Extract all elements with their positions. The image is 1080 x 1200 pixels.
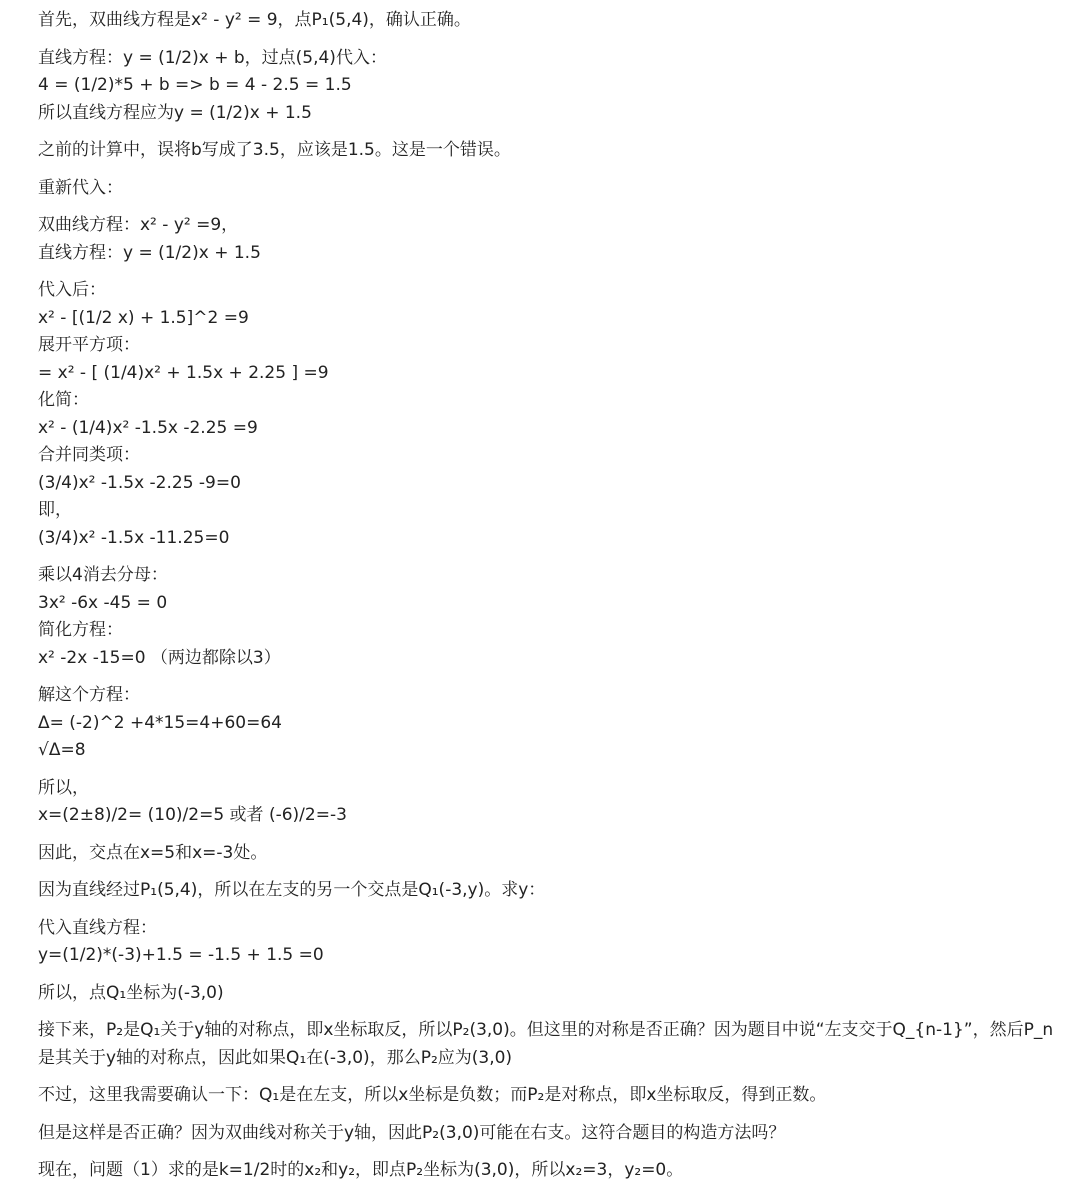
- paragraph: [38, 7, 1070, 35]
- text-line: Δ= (-2)^2 +4*15=4+60=64: [38, 712, 282, 733]
- text-line: x² - [(1/2 x) + 1.5]^2 =9: [38, 307, 249, 328]
- text-line: 解这个方程：: [38, 685, 140, 705]
- text-line: 代入直线方程：: [38, 917, 157, 938]
- paragraph: [38, 1157, 1070, 1185]
- paragraph: [38, 562, 1070, 672]
- text-line: 但是这样是否正确？因为双曲线对称关于y轴，因此P₂(3,0)可能在右支。这符合题目的构造方法吗？: [38, 1122, 786, 1143]
- text-line: 3x² -6x -45 = 0: [38, 592, 168, 613]
- text-line: x² - (1/4)x² -1.5x -2.25 =9: [38, 417, 258, 438]
- paragraph: [38, 1017, 1070, 1072]
- text-line: 直线方程：y = (1/2)x + b，过点(5,4)代入：: [38, 47, 387, 68]
- paragraph: [38, 277, 1070, 552]
- text-line: = x² - [ (1/4)x² + 1.5x + 2.25 ] =9: [38, 362, 329, 383]
- text-line: (3/4)x² -1.5x -11.25=0: [38, 527, 230, 548]
- paragraph: [38, 775, 1070, 830]
- paragraph: [38, 1120, 1070, 1148]
- text-line: 接下来，P₂是Q₁关于y轴的对称点，即x坐标取反，所以P₂(3,0)。但这里的对称是否正确？因为题目中说“左支交于Q_{n-1}”，然后P_n是其关于y轴的对称点，因此如果Q₁在(-3,0)，那么P₂应为(3,0): [38, 1020, 1054, 1068]
- text-line: 所以，: [38, 777, 89, 798]
- text-line: 合并同类项：: [38, 445, 140, 465]
- text-line: √Δ=8: [38, 740, 86, 760]
- text-line: 乘以4消去分母：: [38, 565, 168, 585]
- text-line: (3/4)x² -1.5x -2.25 -9=0: [38, 472, 241, 493]
- text-line: 因此，交点在x=5和x=-3处。: [38, 842, 268, 863]
- text-line: 4 = (1/2)*5 + b => b = 4 - 2.5 = 1.5: [38, 75, 352, 95]
- paragraph: [38, 840, 1070, 868]
- text-line: y=(1/2)*(-3)+1.5 = -1.5 + 1.5 =0: [38, 945, 324, 965]
- text-line: 所以直线方程应为y = (1/2)x + 1.5: [38, 102, 312, 123]
- text-line: 因为直线经过P₁(5,4)，所以在左支的另一个交点是Q₁(-3,y)。求y：: [38, 880, 546, 900]
- text-line: 之前的计算中，误将b写成了3.5，应该是1.5。这是一个错误。: [38, 140, 511, 160]
- text-line: 代入后：: [38, 280, 106, 300]
- text-line: 首先，双曲线方程是x² - y² = 9，点P₁(5,4)，确认正确。: [38, 10, 471, 30]
- text-line: 所以，点Q₁坐标为(-3,0): [38, 982, 224, 1003]
- paragraph: [38, 980, 1070, 1008]
- paragraph: [38, 137, 1070, 165]
- text-line: 直线方程：y = (1/2)x + 1.5: [38, 242, 261, 263]
- paragraph: [38, 915, 1070, 970]
- paragraph: [38, 682, 1070, 765]
- text-line: 现在，问题（1）求的是k=1/2时的x₂和y₂，即点P₂坐标为(3,0)，所以x₂=3，y₂=0。: [38, 1160, 684, 1180]
- text-line: 即，: [38, 500, 72, 520]
- paragraph: [38, 877, 1070, 905]
- paragraph: [38, 175, 1070, 203]
- text-line: x=(2±8)/2= (10)/2=5 或者 (-6)/2=-3: [38, 805, 347, 825]
- text-line: 不过，这里我需要确认一下：Q₁是在左支，所以x坐标是负数；而P₂是对称点，即x坐标取反，得到正数。: [38, 1085, 827, 1105]
- paragraph: [38, 45, 1070, 128]
- text-line: 重新代入：: [38, 177, 123, 198]
- text-line: 双曲线方程：x² - y² =9，: [38, 215, 239, 235]
- text-line: 简化方程：: [38, 620, 123, 640]
- text-line: x² -2x -15=0 （两边都除以3）: [38, 647, 281, 668]
- paragraph: [38, 1082, 1070, 1110]
- text-line: 化简：: [38, 390, 89, 410]
- paragraph: [38, 212, 1070, 267]
- text-line: 展开平方项：: [38, 335, 140, 355]
